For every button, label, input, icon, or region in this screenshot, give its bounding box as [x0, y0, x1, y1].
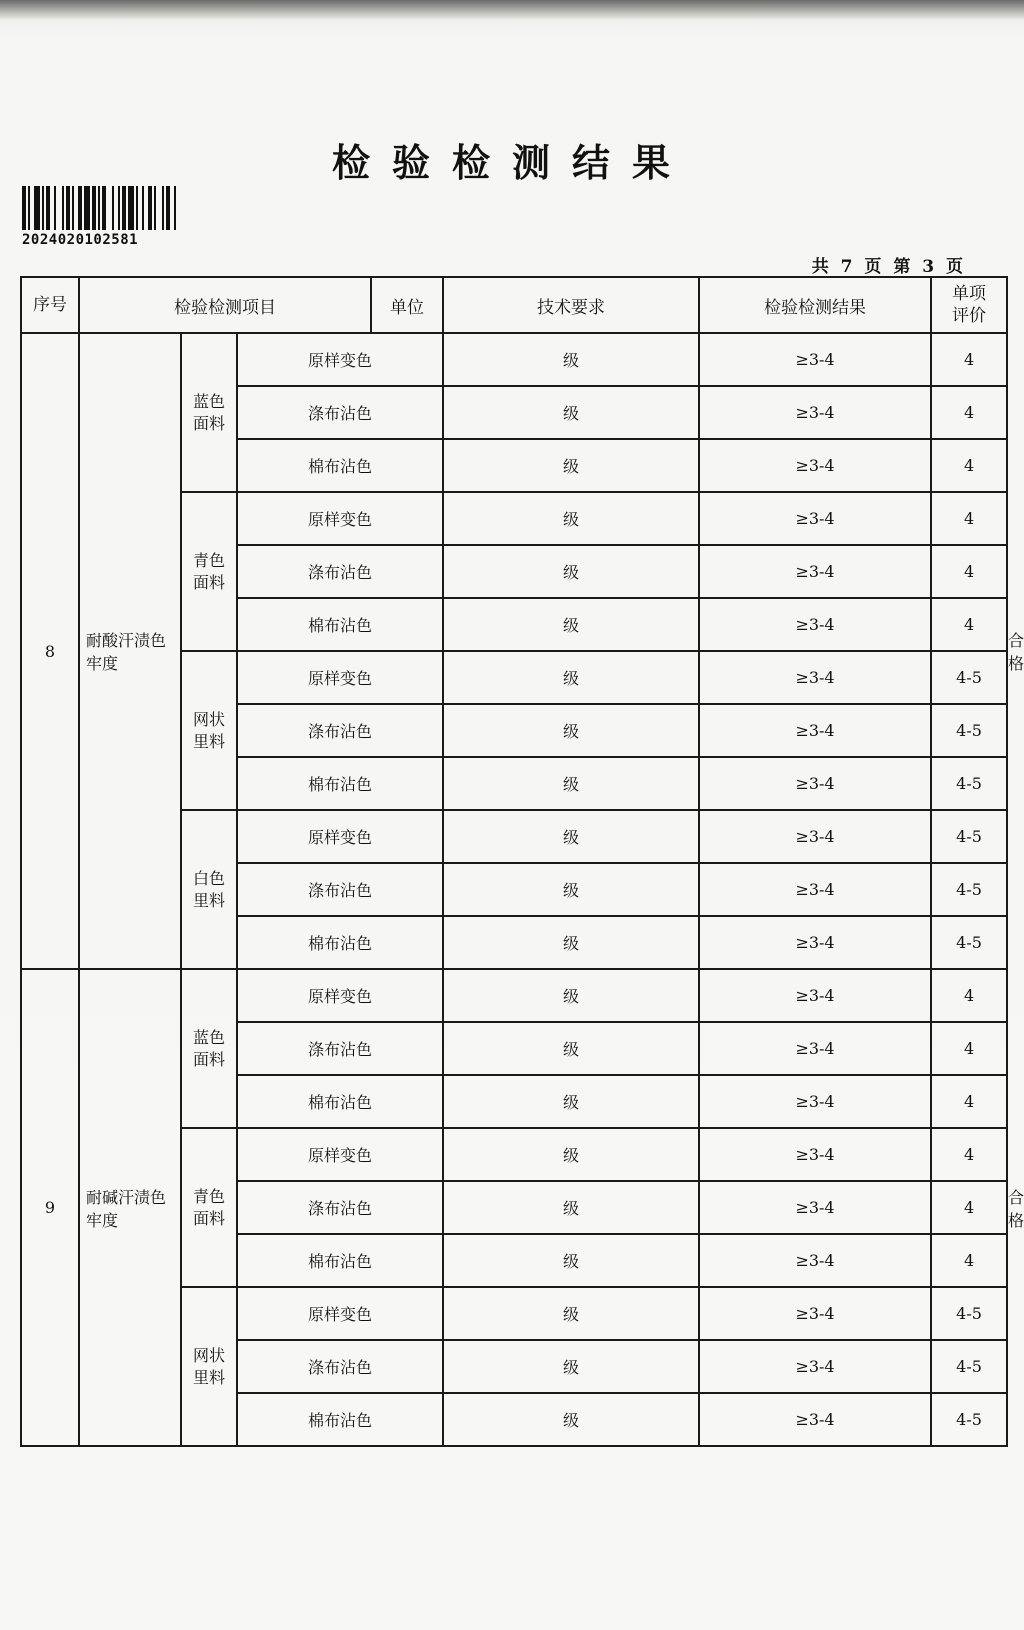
unit-cell: 级: [443, 1022, 699, 1075]
requirement-cell: ≥3-4: [699, 651, 931, 704]
unit-cell: 级: [443, 598, 699, 651]
group-name-label: 蓝色面料: [193, 1027, 226, 1069]
requirement-cell: ≥3-4: [699, 439, 931, 492]
group-name: [181, 969, 237, 1128]
result-cell: 4-5: [931, 704, 1007, 757]
test-item: 棉布沾色: [237, 1075, 443, 1128]
unit-cell: 级: [443, 810, 699, 863]
section-seq: 8: [21, 333, 79, 969]
result-cell: 4: [931, 969, 1007, 1022]
unit-cell: 级: [443, 757, 699, 810]
result-cell: 4: [931, 439, 1007, 492]
test-item: 棉布沾色: [237, 1234, 443, 1287]
requirement-cell: ≥3-4: [699, 492, 931, 545]
test-item: 原样变色: [237, 492, 443, 545]
group-name: [181, 651, 237, 810]
unit-cell: 级: [443, 704, 699, 757]
test-item: 原样变色: [237, 651, 443, 704]
results-table: [20, 276, 1024, 1447]
test-item: 原样变色: [237, 1287, 443, 1340]
group-name-label: 青色面料: [193, 550, 226, 592]
test-item: 原样变色: [237, 333, 443, 386]
requirement-cell: ≥3-4: [699, 386, 931, 439]
test-item: 原样变色: [237, 1128, 443, 1181]
result-cell: 4-5: [931, 1340, 1007, 1393]
section-seq: 9: [21, 969, 79, 1446]
section-name: 耐碱汗渍色牢度: [79, 969, 181, 1446]
test-item: 棉布沾色: [237, 916, 443, 969]
test-item: 原样变色: [237, 969, 443, 1022]
requirement-cell: ≥3-4: [699, 1128, 931, 1181]
result-cell: 4: [931, 1128, 1007, 1181]
result-cell: 4: [931, 386, 1007, 439]
test-item: 棉布沾色: [237, 1393, 443, 1446]
header-result: 检验检测结果: [699, 277, 931, 333]
page-indicator: 共 7 页 第 3 页: [811, 257, 966, 277]
unit-cell: 级: [443, 1287, 699, 1340]
test-item: 棉布沾色: [237, 439, 443, 492]
requirement-cell: ≥3-4: [699, 1393, 931, 1446]
result-cell: 4: [931, 1075, 1007, 1128]
test-item: 涤布沾色: [237, 1022, 443, 1075]
group-name-label: 网状里料: [193, 709, 226, 751]
group-name-label: 蓝色面料: [193, 391, 226, 433]
result-cell: 4: [931, 1022, 1007, 1075]
header-item: 检验检测项目: [79, 277, 371, 333]
table-header-row: [21, 277, 1007, 333]
barcode-number: 2024020102581: [22, 232, 139, 248]
requirement-cell: ≥3-4: [699, 704, 931, 757]
top-shadow: [0, 0, 1024, 20]
requirement-cell: ≥3-4: [699, 810, 931, 863]
result-cell: 4-5: [931, 1287, 1007, 1340]
requirement-cell: ≥3-4: [699, 1234, 931, 1287]
result-cell: 4: [931, 1181, 1007, 1234]
group-name-label: 白色里料: [193, 868, 226, 910]
group-name: [181, 492, 237, 651]
unit-cell: 级: [443, 916, 699, 969]
header-requirement: 技术要求: [443, 277, 699, 333]
test-item: 棉布沾色: [237, 757, 443, 810]
unit-cell: 级: [443, 863, 699, 916]
unit-cell: 级: [443, 492, 699, 545]
group-name: [181, 1287, 237, 1446]
unit-cell: 级: [443, 1234, 699, 1287]
requirement-cell: ≥3-4: [699, 333, 931, 386]
result-cell: 4-5: [931, 863, 1007, 916]
page-title: 检验检测结果: [331, 140, 692, 185]
group-name: [181, 333, 237, 492]
result-cell: 4-5: [931, 757, 1007, 810]
requirement-cell: ≥3-4: [699, 1287, 931, 1340]
unit-cell: 级: [443, 1128, 699, 1181]
requirement-cell: ≥3-4: [699, 1022, 931, 1075]
requirement-cell: ≥3-4: [699, 1181, 931, 1234]
unit-cell: 级: [443, 1393, 699, 1446]
requirement-cell: ≥3-4: [699, 916, 931, 969]
result-cell: 4-5: [931, 1393, 1007, 1446]
unit-cell: 级: [443, 1075, 699, 1128]
requirement-cell: ≥3-4: [699, 969, 931, 1022]
unit-cell: 级: [443, 1181, 699, 1234]
result-cell: 4-5: [931, 916, 1007, 969]
test-item: 涤布沾色: [237, 863, 443, 916]
requirement-cell: ≥3-4: [699, 598, 931, 651]
result-cell: 4: [931, 492, 1007, 545]
test-item: 涤布沾色: [237, 545, 443, 598]
requirement-cell: ≥3-4: [699, 545, 931, 598]
requirement-cell: ≥3-4: [699, 757, 931, 810]
unit-cell: 级: [443, 969, 699, 1022]
test-item: 原样变色: [237, 810, 443, 863]
unit-cell: 级: [443, 439, 699, 492]
result-cell: 4: [931, 1234, 1007, 1287]
unit-cell: 级: [443, 545, 699, 598]
section-name: 耐酸汗渍色牢度: [79, 333, 181, 969]
test-item: 涤布沾色: [237, 704, 443, 757]
result-cell: 4-5: [931, 651, 1007, 704]
result-cell: 4-5: [931, 810, 1007, 863]
table-row: 9 耐碱汗渍色牢度 蓝色面料 原样变色 级 ≥3-4 4 合格: [21, 969, 1007, 1022]
test-item: 棉布沾色: [237, 598, 443, 651]
header-unit: 单位: [371, 277, 443, 333]
group-name: [181, 810, 237, 969]
requirement-cell: ≥3-4: [699, 1075, 931, 1128]
group-name-label: 青色面料: [193, 1186, 226, 1228]
test-item: 涤布沾色: [237, 1340, 443, 1393]
unit-cell: 级: [443, 333, 699, 386]
table-row: 8 耐酸汗渍色牢度 蓝色面料 原样变色 级 ≥3-4 4 合格: [21, 333, 1007, 386]
result-cell: 4: [931, 545, 1007, 598]
requirement-cell: ≥3-4: [699, 863, 931, 916]
group-name: [181, 1128, 237, 1287]
result-cell: 4: [931, 598, 1007, 651]
unit-cell: 级: [443, 1340, 699, 1393]
test-item: 涤布沾色: [237, 386, 443, 439]
unit-cell: 级: [443, 651, 699, 704]
test-item: 涤布沾色: [237, 1181, 443, 1234]
requirement-cell: ≥3-4: [699, 1340, 931, 1393]
result-cell: 4: [931, 333, 1007, 386]
barcode-icon: [22, 186, 178, 230]
header-seq: 序号: [21, 277, 79, 333]
group-name-label: 网状里料: [193, 1345, 226, 1387]
header-evaluation: 单项评价: [931, 277, 1007, 333]
unit-cell: 级: [443, 386, 699, 439]
